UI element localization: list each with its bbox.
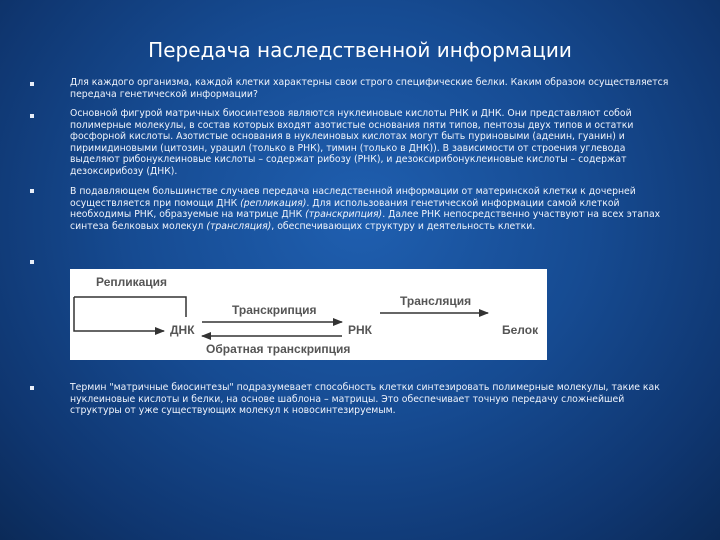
replication-top-line <box>74 297 186 317</box>
slide-title: Передача наследственной информации <box>148 38 572 62</box>
paragraph-matrix-biosynthesis <box>70 382 670 417</box>
rna-node: РНК <box>348 323 372 337</box>
bullet-marker-1 <box>30 82 34 86</box>
transcription-label: Транскрипция <box>232 303 317 317</box>
paragraph-nucleic-acids <box>70 108 670 178</box>
reverse-transcription-label: Обратная транскрипция <box>206 342 351 356</box>
text-segment: Термин "матричные биосинтезы" подразумевает способность клетки синтезировать полимерные молекулы, такие как нуклеиновые кислоты и белки, на основе шаблона – матрицы. Это обеспечивает точную передачу сложнейшей структуры от уже существующих молекул к новосинтезируемым. <box>70 382 660 417</box>
bullet-marker-2 <box>30 114 34 118</box>
text-segment: Основной фигурой матричных биосинтезов являются нуклеиновые кислоты РНК и ДНК. Они представляют собой полимерные молекулы, в состав которых входят азотистые основания пяти типов, пентозы двух типов и остатки фосфорной кислоты. Азотистые основания в нуклеиновых кислотах могут быть пуриновыми (аденин, гуанин) и пиримидиновыми (цитозин, урацил (только в РНК), тимин (только в ДНК)). В зависимости от строения углевода выделяют рибонуклеиновые кислоты – содержат рибозу (РНК), и дезоксирибонуклеиновые кислоты – содержат дезоксирибозу (ДНК). <box>70 108 634 177</box>
text-segment: В подавляющем большинстве случаев передача наследственной информации от материнской клетки к дочерней осуществляется при помощи ДНК <box>70 186 636 209</box>
bullet-marker-3 <box>30 189 34 193</box>
text-segment: , обеспечивающих структуру и деятельность клетки. <box>271 220 536 232</box>
dna-node: ДНК <box>170 323 195 337</box>
protein-node: Белок <box>502 323 539 337</box>
text-segment: . Далее РНК непосредственно участвуют на всех этапах синтеза белковых молекул <box>70 209 661 232</box>
italic-term: (репликация) <box>240 197 307 209</box>
replication-label: Репликация <box>96 275 168 289</box>
translation-label: Трансляция <box>400 294 472 308</box>
bullet-marker-5 <box>30 386 34 390</box>
paragraph-intro <box>70 77 670 100</box>
text-segment: Для каждого организма, каждой клетки характерны свои строго специфические белки. Каким образом осуществляется передача генетической информации? <box>70 77 669 100</box>
italic-term: (транскрипция) <box>305 209 383 221</box>
paragraph-transfer <box>70 186 670 232</box>
central-dogma-diagram <box>70 269 547 360</box>
italic-term: (трансляция) <box>206 220 272 232</box>
text-segment: . Для использования генетической информации самой клеткой необходимы РНК, образуемые на матрице ДНК <box>70 197 620 221</box>
replication-loop-line <box>74 297 164 331</box>
bullet-marker-4 <box>30 260 34 264</box>
